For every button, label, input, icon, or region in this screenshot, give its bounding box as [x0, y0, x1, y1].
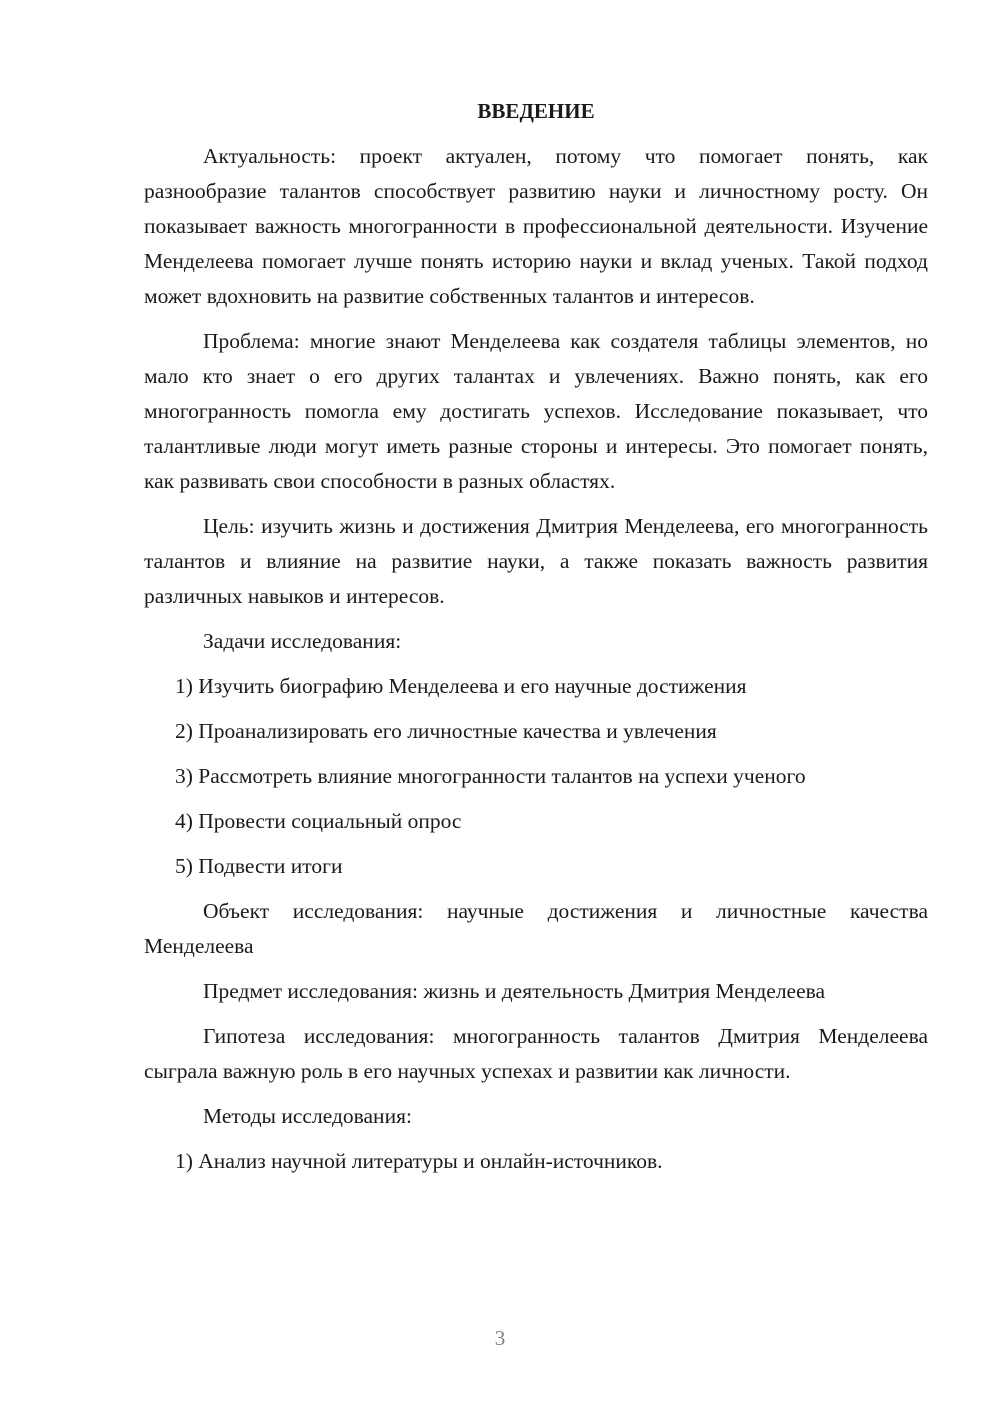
document-page	[144, 94, 928, 1189]
goal-paragraph: Цель: изучить жизнь и достижения Дмитрия Менделеева, его многогранность талантов и влияние на развитие науки, а также показать важность развития различных навыков и интересов.	[144, 514, 928, 608]
task-item: 3) Рассмотреть влияние многогранности талантов на успехи ученого	[175, 764, 806, 788]
problem-paragraph: Проблема: многие знают Менделеева как создателя таблицы элементов, но мало кто знает о его других талантах и увлечениях. Важно понять, как его многогранность помогла ему достигать успехов. Исследование показывает, что талантливые люди могут иметь разные стороны и интересы. Это помогает понять, как развивать свои способности в разных областях.	[144, 329, 928, 493]
methods-heading: Методы исследования:	[203, 1104, 412, 1128]
task-item: 1) Изучить биографию Менделеева и его научные достижения	[175, 674, 747, 698]
tasks-heading: Задачи исследования:	[203, 629, 402, 653]
method-item: 1) Анализ научной литературы и онлайн-источников.	[175, 1149, 663, 1173]
section-title: ВВЕДЕНИЕ	[477, 99, 595, 123]
hypothesis-paragraph: Гипотеза исследования: многогранность талантов Дмитрия Менделеева сыграла важную роль в его научных успехах и развитии как личности.	[144, 1024, 928, 1083]
relevance-paragraph: Актуальность: проект актуален, потому что помогает понять, как разнообразие талантов способствует развитию науки и личностному росту. Он показывает важность многогранности в профессиональной деятельности. Изучение Менделеева помогает лучше понять историю науки и вклад ученых. Такой подход может вдохновить на развитие собственных талантов и интересов.	[144, 144, 928, 308]
object-paragraph: Объект исследования: научные достижения и личностные качества Менделеева	[144, 899, 928, 958]
task-item: 4) Провести социальный опрос	[175, 809, 462, 833]
task-item: 5) Подвести итоги	[175, 854, 343, 878]
task-item: 2) Проанализировать его личностные качества и увлечения	[175, 719, 717, 743]
page-number: 3	[494, 1326, 506, 1350]
subject-paragraph: Предмет исследования: жизнь и деятельность Дмитрия Менделеева	[203, 979, 826, 1003]
